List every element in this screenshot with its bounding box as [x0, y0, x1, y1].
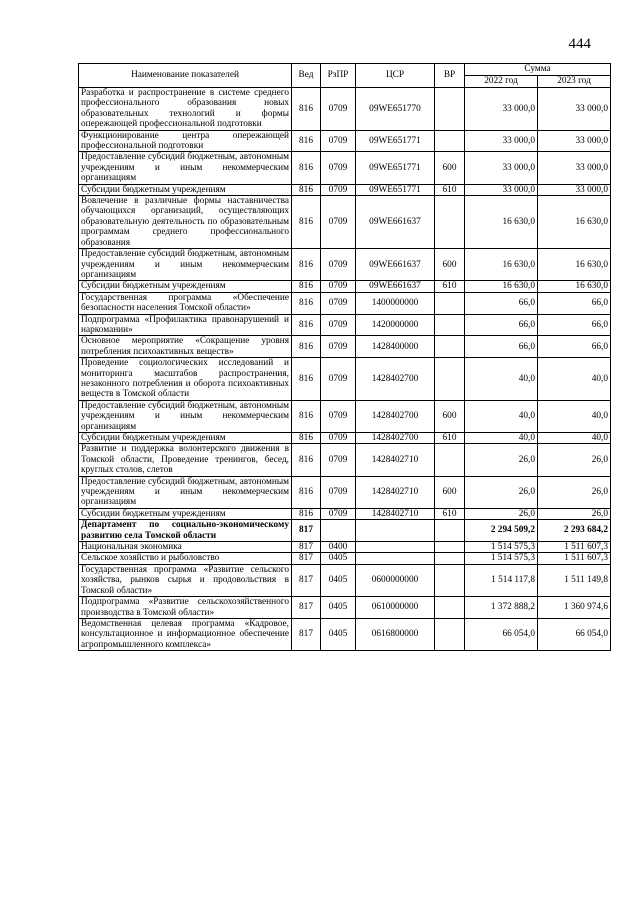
row-vr [435, 88, 465, 131]
row-rzpr: 0405 [321, 597, 356, 619]
row-ved: 816 [292, 184, 321, 195]
row-vr: 600 [435, 400, 465, 432]
row-csr: 0616800000 [356, 618, 435, 650]
table-row [79, 292, 611, 314]
row-name: Субсидии бюджетным учреждениям [79, 184, 292, 195]
table-row [79, 314, 611, 336]
table-row [79, 400, 611, 432]
row-sum-2022: 66 054,0 [465, 618, 538, 650]
row-rzpr: 0709 [321, 508, 356, 519]
table-row [79, 130, 611, 152]
row-vr [435, 358, 465, 401]
row-ved: 816 [292, 314, 321, 336]
table-row [79, 508, 611, 519]
row-ved: 816 [292, 508, 321, 519]
row-csr: 1400000000 [356, 292, 435, 314]
row-rzpr: 0709 [321, 196, 356, 249]
row-sum-2023: 66,0 [538, 336, 611, 358]
table-row [79, 88, 611, 131]
row-vr: 610 [435, 184, 465, 195]
header-csr: ЦСР [356, 64, 435, 88]
table-row [79, 358, 611, 401]
row-ved: 816 [292, 444, 321, 476]
row-name: Функционирование центра опережающей профессиональной подготовки [79, 130, 292, 152]
row-ved: 816 [292, 196, 321, 249]
row-sum-2022: 40,0 [465, 433, 538, 444]
row-rzpr: 0709 [321, 400, 356, 432]
row-vr: 610 [435, 433, 465, 444]
row-csr: 1428400000 [356, 336, 435, 358]
row-csr: 09WE651771 [356, 152, 435, 184]
row-ved: 817 [292, 618, 321, 650]
row-ved: 816 [292, 292, 321, 314]
row-sum-2022: 33 000,0 [465, 130, 538, 152]
row-name: Субсидии бюджетным учреждениям [79, 433, 292, 444]
row-ved: 816 [292, 130, 321, 152]
row-vr: 600 [435, 152, 465, 184]
row-vr [435, 542, 465, 553]
header-year-2023: 2023 год [538, 76, 611, 88]
row-name: Разработка и распространение в системе среднего профессионального образования новых образовательных технологий и формы опережающей профессиональной подготовки [79, 88, 292, 131]
row-sum-2022: 26,0 [465, 508, 538, 519]
row-sum-2022: 40,0 [465, 358, 538, 401]
row-csr: 1428402710 [356, 508, 435, 519]
row-name: Подпрограмма «Развитие сельскохозяйственного производства в Томской области» [79, 597, 292, 619]
row-sum-2023: 40,0 [538, 433, 611, 444]
table-row [79, 618, 611, 650]
row-rzpr: 0709 [321, 336, 356, 358]
row-ved: 816 [292, 433, 321, 444]
table-row [79, 336, 611, 358]
header-rzpr: РзПР [321, 64, 356, 88]
header-vr: ВР [435, 64, 465, 88]
table-row [79, 433, 611, 444]
row-name: Предоставление субсидий бюджетным, автономным учреждениям и иным некоммерческим организациям [79, 152, 292, 184]
row-sum-2023: 33 000,0 [538, 152, 611, 184]
row-ved: 816 [292, 281, 321, 292]
row-csr: 09WE651771 [356, 130, 435, 152]
row-sum-2023: 26,0 [538, 508, 611, 519]
row-csr: 1428402700 [356, 433, 435, 444]
row-name: Ведомственная целевая программа «Кадровое, консультационное и информационное обеспечение агропромышленного комплекса» [79, 618, 292, 650]
row-csr: 09WE651771 [356, 184, 435, 195]
row-ved: 817 [292, 542, 321, 553]
table-row [79, 249, 611, 281]
row-csr: 1428402700 [356, 400, 435, 432]
row-sum-2022: 66,0 [465, 336, 538, 358]
row-rzpr: 0405 [321, 553, 356, 564]
row-vr: 600 [435, 476, 465, 508]
row-csr: 0600000000 [356, 564, 435, 596]
row-sum-2022: 1 372 888,2 [465, 597, 538, 619]
table-row [79, 564, 611, 596]
row-rzpr: 0709 [321, 249, 356, 281]
row-sum-2023: 2 293 684,2 [538, 520, 611, 542]
table-row [79, 152, 611, 184]
row-rzpr: 0405 [321, 564, 356, 596]
table-row [79, 184, 611, 195]
row-csr: 1428402710 [356, 444, 435, 476]
row-name: Предоставление субсидий бюджетным, автономным учреждениям и иным некоммерческим организациям [79, 249, 292, 281]
row-sum-2023: 66,0 [538, 292, 611, 314]
row-sum-2022: 1 514 575,3 [465, 542, 538, 553]
row-sum-2022: 1 514 575,3 [465, 553, 538, 564]
row-sum-2023: 16 630,0 [538, 249, 611, 281]
row-sum-2022: 33 000,0 [465, 184, 538, 195]
row-name: Национальная экономика [79, 542, 292, 553]
row-sum-2023: 40,0 [538, 358, 611, 401]
row-sum-2022: 66,0 [465, 292, 538, 314]
row-sum-2022: 16 630,0 [465, 249, 538, 281]
header-name: Наименование показателей [79, 64, 292, 88]
header-ved: Вед [292, 64, 321, 88]
row-sum-2023: 1 511 149,8 [538, 564, 611, 596]
table-row [79, 281, 611, 292]
row-sum-2022: 40,0 [465, 400, 538, 432]
row-rzpr: 0709 [321, 358, 356, 401]
row-vr [435, 618, 465, 650]
row-sum-2023: 1 360 974,6 [538, 597, 611, 619]
table-row [79, 542, 611, 553]
row-sum-2022: 26,0 [465, 476, 538, 508]
row-csr [356, 520, 435, 542]
row-name: Вовлечение в различные формы наставничества обучающихся организаций, осуществляющих образовательную деятельность по образовательным программам среднего профессионального образования [79, 196, 292, 249]
row-rzpr [321, 520, 356, 542]
header-year-2022: 2022 год [465, 76, 538, 88]
row-ved: 816 [292, 152, 321, 184]
row-sum-2022: 66,0 [465, 314, 538, 336]
row-rzpr: 0405 [321, 618, 356, 650]
row-vr [435, 444, 465, 476]
row-name: Предоставление субсидий бюджетным, автономным учреждениям и иным некоммерческим организациям [79, 400, 292, 432]
row-vr: 600 [435, 249, 465, 281]
row-vr [435, 196, 465, 249]
row-sum-2023: 16 630,0 [538, 196, 611, 249]
row-rzpr: 0709 [321, 281, 356, 292]
row-rzpr: 0709 [321, 292, 356, 314]
row-sum-2022: 33 000,0 [465, 88, 538, 131]
row-name: Предоставление субсидий бюджетным, автономным учреждениям и иным некоммерческим организациям [79, 476, 292, 508]
row-sum-2023: 16 630,0 [538, 281, 611, 292]
row-vr [435, 314, 465, 336]
row-ved: 817 [292, 553, 321, 564]
row-sum-2023: 66 054,0 [538, 618, 611, 650]
row-vr [435, 597, 465, 619]
row-vr [435, 520, 465, 542]
row-sum-2023: 66,0 [538, 314, 611, 336]
row-name: Основное мероприятие «Сокращение уровня потребления психоактивных веществ» [79, 336, 292, 358]
row-sum-2023: 26,0 [538, 476, 611, 508]
row-sum-2023: 33 000,0 [538, 184, 611, 195]
row-sum-2023: 1 511 607,3 [538, 542, 611, 553]
row-ved: 816 [292, 358, 321, 401]
row-csr: 09WE661637 [356, 281, 435, 292]
row-sum-2022: 33 000,0 [465, 152, 538, 184]
row-name: Государственная программа «Развитие сельского хозяйства, рынков сырья и продовольствия в Томской области» [79, 564, 292, 596]
row-csr: 09WE651770 [356, 88, 435, 131]
row-vr [435, 292, 465, 314]
row-name: Государственная программа «Обеспечение безопасности населения Томской области» [79, 292, 292, 314]
row-name: Развитие и поддержка волонтерского движения в Томской области, Проведение тренингов, бесед, круглых столов, слетов [79, 444, 292, 476]
row-name: Субсидии бюджетным учреждениям [79, 281, 292, 292]
row-rzpr: 0709 [321, 184, 356, 195]
row-rzpr: 0709 [321, 152, 356, 184]
row-name: Сельское хозяйство и рыболовство [79, 553, 292, 564]
row-csr: 0610000000 [356, 597, 435, 619]
row-sum-2023: 1 511 607,3 [538, 553, 611, 564]
row-csr: 09WE661637 [356, 249, 435, 281]
table-row [79, 476, 611, 508]
table-row [79, 553, 611, 564]
row-vr [435, 553, 465, 564]
row-ved: 816 [292, 88, 321, 131]
row-csr: 09WE661637 [356, 196, 435, 249]
table-row [79, 444, 611, 476]
row-rzpr: 0709 [321, 433, 356, 444]
row-ved: 816 [292, 336, 321, 358]
row-sum-2022: 2 294 509,2 [465, 520, 538, 542]
row-sum-2022: 26,0 [465, 444, 538, 476]
row-rzpr: 0400 [321, 542, 356, 553]
row-name: Проведение социологических исследований и мониторинга масштабов распространения, незаконного потребления и оборота психоактивных веществ в Томской области [79, 358, 292, 401]
row-sum-2023: 26,0 [538, 444, 611, 476]
row-rzpr: 0709 [321, 314, 356, 336]
row-vr [435, 564, 465, 596]
row-vr [435, 130, 465, 152]
page-number: 444 [568, 36, 591, 52]
row-rzpr: 0709 [321, 88, 356, 131]
row-vr [435, 336, 465, 358]
header-sum: Сумма [465, 64, 611, 76]
row-vr: 610 [435, 281, 465, 292]
row-sum-2022: 16 630,0 [465, 196, 538, 249]
row-vr: 610 [435, 508, 465, 519]
row-ved: 817 [292, 520, 321, 542]
row-csr: 1428402710 [356, 476, 435, 508]
row-sum-2023: 33 000,0 [538, 88, 611, 131]
row-ved: 816 [292, 400, 321, 432]
row-name: Субсидии бюджетным учреждениям [79, 508, 292, 519]
row-ved: 816 [292, 476, 321, 508]
row-sum-2022: 1 514 117,8 [465, 564, 538, 596]
row-name: Подпрограмма «Профилактика правонарушений и наркомании» [79, 314, 292, 336]
row-csr: 1420000000 [356, 314, 435, 336]
row-ved: 817 [292, 564, 321, 596]
row-csr: 1428402700 [356, 358, 435, 401]
row-sum-2022: 16 630,0 [465, 281, 538, 292]
row-rzpr: 0709 [321, 476, 356, 508]
row-sum-2023: 33 000,0 [538, 130, 611, 152]
row-ved: 816 [292, 249, 321, 281]
row-sum-2023: 40,0 [538, 400, 611, 432]
row-ved: 817 [292, 597, 321, 619]
table-row [79, 196, 611, 249]
row-name: Департамент по социально-экономическому развитию села Томской области [79, 520, 292, 542]
budget-table [78, 63, 611, 651]
table-row [79, 520, 611, 542]
row-csr [356, 553, 435, 564]
row-rzpr: 0709 [321, 130, 356, 152]
row-rzpr: 0709 [321, 444, 356, 476]
table-row [79, 597, 611, 619]
row-csr [356, 542, 435, 553]
